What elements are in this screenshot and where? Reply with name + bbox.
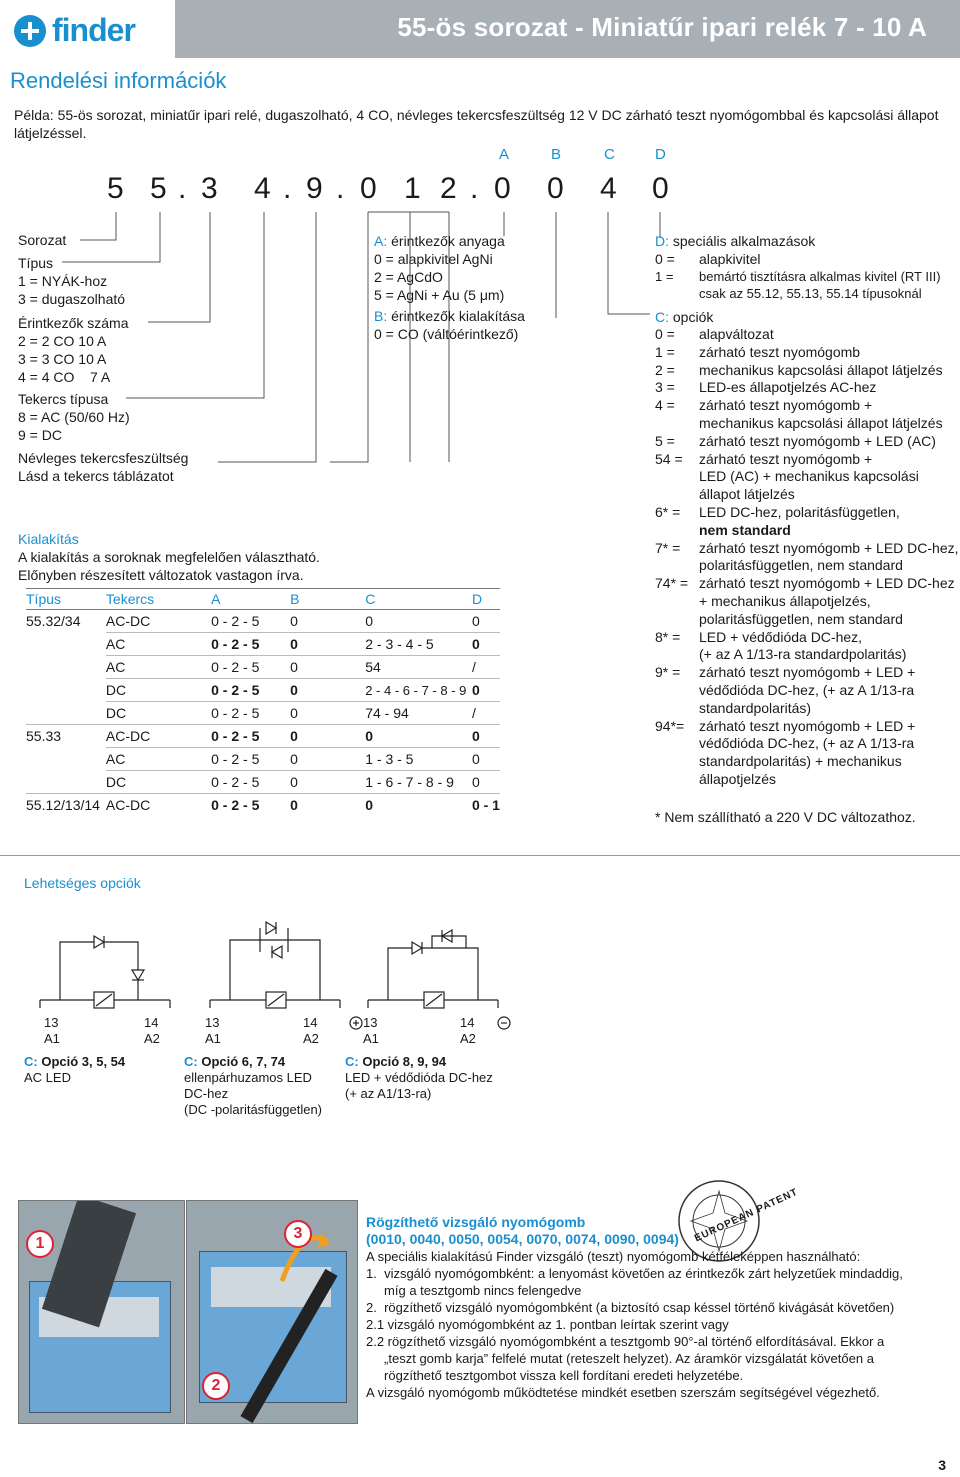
list-item (655, 522, 960, 540)
table-cell: 0 (472, 679, 500, 702)
terminal-a1: A1 (363, 1031, 379, 1046)
table-cell: 0 (290, 771, 365, 794)
table-cell: 1 - 6 - 7 - 8 - 9 (365, 771, 472, 794)
table-row (26, 748, 500, 771)
table-cell: AC-DC (106, 794, 211, 817)
kialakitas-line: A kialakítás a soroknak megfelelően választható. (18, 549, 320, 565)
item-value: védődióda DC-hez, (+ az A 1/13-ra (699, 681, 915, 698)
d-block (655, 232, 955, 250)
test-button-line: 2. rögzíthető vizsgáló nyomógombként (a biztosító csap késsel történő kivágását követően) (366, 1300, 895, 1315)
label-sorozat: Sorozat (18, 232, 67, 248)
list-item (655, 269, 955, 285)
list-item (655, 285, 955, 303)
table-cell: 0 - 2 - 5 (211, 748, 290, 771)
table-cell: DC (106, 702, 211, 725)
tekercs-block (18, 390, 130, 444)
nevleges-title: Névleges tekercsfeszültség (18, 450, 189, 466)
item-value: csak az 55.12, 55.13, 55.14 típusoknál (699, 285, 922, 301)
item-key (655, 557, 699, 575)
option-caption (24, 1054, 125, 1086)
terminal-a1: A1 (205, 1031, 221, 1046)
item-key: 2 = (655, 361, 675, 378)
table-row (26, 771, 500, 794)
caption-title: Opció 8, 9, 94 (358, 1054, 447, 1069)
code-dot: . (283, 172, 292, 205)
table-cell: AC (106, 633, 211, 656)
code-letter: B (551, 146, 562, 163)
test-button-line: 1. vizsgáló nyomógombként: a lenyomást követően az érintkezők zárt helyzetűek mindaddig, (366, 1266, 903, 1281)
b-prefix: B: (374, 308, 388, 324)
item-key (655, 593, 699, 611)
list-item (655, 646, 960, 664)
test-button-line: 2.1 vizsgáló nyomógombként az 1. pontban leírtak szerint vagy (366, 1317, 729, 1332)
table-row (26, 610, 500, 633)
item-key: 7* = (655, 539, 681, 556)
option-diagrams (20, 900, 520, 1050)
item-value: (+ az A 1/13-ra standardpolaritás) (699, 646, 907, 663)
caption-prefix: C: (24, 1054, 38, 1069)
item-key (655, 646, 699, 664)
test-button-line: „teszt gomb karja” felfelé mutat (reteszelt helyzet). Az áramkör vizsgálatát követően a (366, 1351, 874, 1366)
option-caption (345, 1054, 493, 1102)
test-button-title: Rögzíthető vizsgáló nyomógomb (366, 1214, 586, 1230)
list-item (655, 415, 960, 433)
list-item (655, 379, 960, 397)
item-value: LED (AC) + mechanikus kapcsolási (699, 468, 919, 485)
table-cell: 0 (290, 702, 365, 725)
kialakitas-title: Kialakítás (18, 531, 79, 547)
item-value: zárható teszt nyomógomb (699, 343, 861, 360)
list-item (655, 362, 960, 380)
table-cell: AC-DC (106, 725, 211, 748)
code-digit: 0 (547, 172, 564, 205)
item-value: alapváltozat (699, 326, 774, 342)
item-value: zárható teszt nyomógomb + LED (AC) (699, 432, 936, 449)
item-value: állapotjelzés (699, 770, 777, 787)
table-cell: 0 (290, 633, 365, 656)
terminal-a2: A2 (303, 1031, 319, 1046)
caption-desc: DC-hez (184, 1086, 229, 1101)
code-digit: 9 (306, 172, 323, 205)
b-item: 0 = CO (váltóérintkező) (374, 326, 519, 342)
terminal-13: 13 (44, 1015, 59, 1030)
item-key: 8* = (655, 628, 681, 645)
erintkezok-block (18, 314, 128, 386)
caption-prefix: C: (184, 1054, 198, 1069)
d-list (655, 251, 955, 303)
item-value: mechanikus kapcsolási állapot látjelzés (699, 414, 943, 431)
list-item (655, 735, 960, 753)
table-cell (26, 771, 106, 794)
a-title: érintkezők anyaga (387, 233, 505, 249)
item-key: 54 = (655, 450, 683, 467)
step-badge-1: 1 (26, 1230, 54, 1258)
table-header-cell: A (211, 589, 290, 610)
table-cell: 2 - 3 - 4 - 5 (365, 633, 472, 656)
table-cell: AC (106, 656, 211, 679)
options-title: Lehetséges opciók (24, 875, 141, 891)
table-cell: 55.12/13/14 (26, 794, 106, 817)
table-row (26, 656, 500, 679)
item-value: zárható teszt nyomógomb + LED + (699, 664, 916, 681)
item-value: polaritásfüggetlen, nem standard (699, 610, 903, 627)
item-value: zárható teszt nyomógomb + (699, 397, 873, 414)
test-button-line: A vizsgáló nyomógomb működtetése mindkét esetben szerszám segítségével végezhető. (366, 1385, 880, 1400)
item-value: mechanikus kapcsolási állapot látjelzés (699, 361, 943, 378)
table-cell: 0 (472, 633, 500, 656)
test-button-line: 2.2 rögzíthető vizsgáló nyomógombként a tesztgomb 90°-al történő elfordításával. Ekkor a (366, 1334, 885, 1349)
terminal-a2: A2 (460, 1031, 476, 1046)
table-cell: 0 - 2 - 5 (211, 613, 260, 629)
table-cell (26, 748, 106, 771)
list-item (655, 700, 960, 718)
table-cell: 0 - 2 - 5 (211, 794, 290, 817)
list-item (655, 433, 960, 451)
kialakitas-block (18, 530, 320, 584)
table-cell: 0 (365, 613, 374, 629)
list-item (655, 451, 960, 469)
code-digit: 5 (107, 172, 124, 205)
test-button-block (366, 1214, 951, 1401)
table-cell: 0 (290, 679, 365, 702)
test-button-codes: (0010, 0040, 0050, 0054, 0070, 0074, 0090, 0094) (366, 1231, 679, 1247)
code-letter: C (604, 146, 615, 163)
list-item (655, 682, 960, 700)
terminal-14: 14 (460, 1015, 475, 1030)
table-cell: 0 (290, 613, 298, 629)
table-row (26, 725, 500, 748)
table-cell: 0 - 1 (472, 794, 500, 817)
item-value: állapot látjelzés (699, 486, 795, 503)
table-cell: 0 - 2 - 5 (211, 702, 290, 725)
item-key (655, 753, 699, 771)
step-badge-2: 2 (202, 1372, 230, 1400)
table-cell (26, 702, 106, 725)
item-key: 0 = (655, 326, 675, 342)
item-key: 94*= (655, 717, 685, 734)
code-digit: 3 (201, 172, 218, 205)
tipus-title: Típus (18, 255, 54, 271)
table-row (26, 633, 500, 656)
list-item (655, 251, 955, 269)
table-cell: DC (106, 679, 211, 702)
table-cell: / (472, 656, 500, 679)
table-header-cell: B (290, 589, 365, 610)
item-key (655, 771, 699, 789)
c-prefix: C: (655, 309, 669, 325)
tekercs-item: 9 = DC (18, 427, 62, 443)
tekercs-item: 8 = AC (50/60 Hz) (18, 409, 130, 425)
list-item (655, 557, 960, 575)
nevleges-block (18, 449, 188, 485)
item-key: 5 = (655, 432, 675, 449)
list-item (655, 486, 960, 504)
tipus-item: 1 = NYÁK-hoz (18, 273, 108, 289)
test-button-line: rögzíthető tesztgombot vissza kell fordítani eredeti helyzetébe. (366, 1368, 744, 1383)
list-item (655, 397, 960, 415)
item-value: zárható teszt nyomógomb + LED DC-hez, (699, 539, 959, 556)
table-cell: 55.33 (26, 725, 106, 748)
item-key (655, 285, 699, 303)
c-list (655, 326, 960, 789)
item-value: polaritásfüggetlen, nem standard (699, 557, 903, 574)
code-digit: 4 (600, 172, 617, 205)
table-header-cell: C (365, 589, 472, 610)
list-item (655, 504, 960, 522)
divider (0, 855, 960, 856)
table-cell: 54 (365, 656, 472, 679)
caption-title: Opció 3, 5, 54 (37, 1054, 126, 1069)
seal-text: EUROPEAN PATENT (692, 1186, 801, 1245)
version-table (26, 588, 500, 816)
list-item (655, 575, 960, 593)
item-value: zárható teszt nyomógomb + (699, 450, 873, 467)
option-caption (184, 1054, 322, 1118)
code-dot: . (470, 172, 479, 205)
a-block (374, 232, 505, 304)
item-value: bemártó tisztításra alkalmas kivitel (RT III) (699, 268, 941, 284)
table-cell (26, 679, 106, 702)
d-title: speciális alkalmazások (669, 233, 816, 249)
code-digit: 1 (404, 172, 421, 205)
item-key: 1 = (655, 268, 674, 284)
table-cell: DC (106, 771, 211, 794)
test-button-line: A speciális kialakítású Finder vizsgáló (teszt) nyomógomb kétféleképpen használható: (366, 1249, 861, 1264)
table-cell: 0 (472, 771, 500, 794)
step-badge-3: 3 (284, 1220, 312, 1248)
item-value: standardpolaritás) (699, 699, 812, 716)
section-title: Rendelési információk (10, 68, 227, 93)
table-cell: 0 (472, 748, 500, 771)
list-item (655, 326, 960, 344)
erintkezok-item: 2 = 2 CO 10 A (18, 333, 107, 349)
table-cell: 0 (471, 613, 480, 629)
item-key: 1 = (655, 343, 675, 360)
table-cell: 0 (365, 794, 472, 817)
code-digit: 2 (440, 172, 457, 205)
item-value: alapkivitel (699, 251, 761, 267)
item-value: standardpolaritás) + mechanikus (699, 753, 902, 770)
list-item (655, 771, 960, 789)
item-key (655, 415, 699, 433)
item-key (655, 682, 699, 700)
item-key: 0 = (655, 251, 675, 267)
code-digit: 0 (494, 172, 511, 205)
list-item (655, 468, 960, 486)
table-header (26, 589, 500, 610)
table-row (26, 679, 500, 702)
item-key (655, 522, 699, 540)
caption-desc: LED + védődióda DC-hez (345, 1070, 493, 1085)
kialakitas-line: Előnyben részesített változatok vastagon írva. (18, 567, 304, 583)
terminal-13: 13 (363, 1015, 378, 1030)
tipus-item: 3 = dugaszolható (18, 291, 126, 307)
tekercs-title: Tekercs típusa (18, 391, 109, 407)
code-digit: 5 (150, 172, 167, 205)
a-item: 2 = AgCdO (374, 269, 443, 285)
table-cell: / (472, 702, 500, 725)
item-key: 74* = (655, 575, 689, 592)
erintkezok-item: 4 = 4 CO 7 A (18, 369, 111, 385)
list-item (655, 593, 960, 611)
item-key (655, 735, 699, 753)
table-cell: 2 - 4 - 6 - 7 - 8 - 9 (365, 679, 472, 702)
item-key: 3 = (655, 379, 675, 396)
item-value: + mechanikus állapotjelzés, (699, 592, 871, 609)
table-cell: 0 - 2 - 5 (211, 633, 290, 656)
item-value: LED-es állapotjelzés AC-hez (699, 379, 877, 396)
table-cell: AC (106, 748, 211, 771)
list-item (655, 664, 960, 682)
item-value: LED + védődióda DC-hez, (699, 628, 863, 645)
terminal-14: 14 (144, 1015, 159, 1030)
item-value: zárható teszt nyomógomb + LED + (699, 717, 916, 734)
table-cell: 74 - 94 (365, 702, 472, 725)
item-key (655, 700, 699, 718)
table-cell: 0 - 2 - 5 (211, 725, 290, 748)
list-item (655, 611, 960, 629)
list-item (655, 629, 960, 647)
table-cell: 0 (290, 725, 365, 748)
c-block (655, 308, 955, 326)
test-button-line: míg a tesztgomb nincs felengedve (366, 1283, 582, 1298)
header-title: 55-ös sorozat - Miniatűr ipari relék 7 - 10 A (397, 12, 927, 42)
code-digit: 0 (652, 172, 669, 205)
footnote: * Nem szállítható a 220 V DC változathoz. (655, 809, 916, 825)
caption-prefix: C: (345, 1054, 359, 1069)
item-value: nem standard (699, 521, 791, 538)
item-key (655, 486, 699, 504)
erintkezok-title: Érintkezők száma (18, 315, 129, 331)
table-cell: 0 - 2 - 5 (211, 656, 290, 679)
a-prefix: A: (374, 233, 388, 249)
intro-text: Példa: 55-ös sorozat, miniatűr ipari relé, dugaszolható, 4 CO, névleges tekercsfeszültség 12 V DC zárható teszt nyomógombbal és kapcsolási állapot látjelzéssel. (14, 107, 939, 141)
caption-desc: (+ az A1/13-ra) (345, 1086, 432, 1101)
b-title: érintkezők kialakítása (387, 308, 525, 324)
table-cell (26, 656, 106, 679)
nevleges-item: Lásd a tekercs táblázatot (18, 468, 174, 484)
item-value: védődióda DC-hez, (+ az A 1/13-ra (699, 735, 915, 752)
caption-desc: (DC -polaritásfüggetlen) (184, 1102, 323, 1117)
table-row (26, 702, 500, 725)
terminal-a1: A1 (44, 1031, 60, 1046)
terminal-13: 13 (205, 1015, 220, 1030)
table-header-cell: Tekercs (106, 589, 211, 610)
table-row (26, 794, 500, 817)
code-letter: D (655, 146, 666, 163)
list-item (655, 540, 960, 558)
item-key: 4 = (655, 397, 675, 414)
code-letter: A (499, 146, 510, 163)
table-cell (26, 633, 106, 656)
page-number: 3 (938, 1457, 946, 1473)
a-item: 5 = AgNi + Au (5 μm) (374, 287, 505, 303)
caption-desc: ellenpárhuzamos LED (184, 1070, 312, 1085)
table-header-cell: Típus (26, 589, 106, 610)
erintkezok-item: 3 = 3 CO 10 A (18, 351, 107, 367)
code-dot: . (336, 172, 345, 205)
table-cell: 1 - 3 - 5 (365, 748, 472, 771)
b-block (374, 307, 525, 343)
item-key (655, 611, 699, 629)
code-dot: . (178, 172, 187, 205)
list-item (655, 753, 960, 771)
item-value: zárható teszt nyomógomb + LED DC-hez (699, 575, 955, 592)
c-title: opciók (669, 309, 714, 325)
d-prefix: D: (655, 233, 669, 249)
list-item (655, 344, 960, 362)
table-cell: 0 - 2 - 5 (211, 679, 290, 702)
table-cell: 0 (290, 794, 365, 817)
table-cell: 0 - 2 - 5 (211, 771, 290, 794)
tipus-block (18, 254, 125, 308)
item-key (655, 468, 699, 486)
table-cell: 0 (472, 725, 500, 748)
caption-desc: AC LED (24, 1070, 71, 1085)
a-item: 0 = alapkivitel AgNi (374, 251, 493, 267)
list-item (655, 718, 960, 736)
item-value: LED DC-hez, polaritásfüggetlen, (699, 503, 900, 520)
brand-name: finder (52, 12, 135, 48)
table-header-cell: D (472, 589, 500, 610)
table-cell: 0 (365, 725, 472, 748)
terminal-a2: A2 (144, 1031, 160, 1046)
table-cell: 0 (290, 656, 365, 679)
terminal-14: 14 (303, 1015, 318, 1030)
code-digit: 0 (360, 172, 377, 205)
table-cell: AC-DC (105, 613, 151, 629)
caption-title: Opció 6, 7, 74 (197, 1054, 286, 1069)
item-key: 9* = (655, 664, 681, 681)
table-cell: 55.32/34 (26, 613, 81, 630)
table-cell: 0 (290, 748, 365, 771)
code-digit: 4 (254, 172, 271, 205)
item-key: 6* = (655, 503, 681, 520)
